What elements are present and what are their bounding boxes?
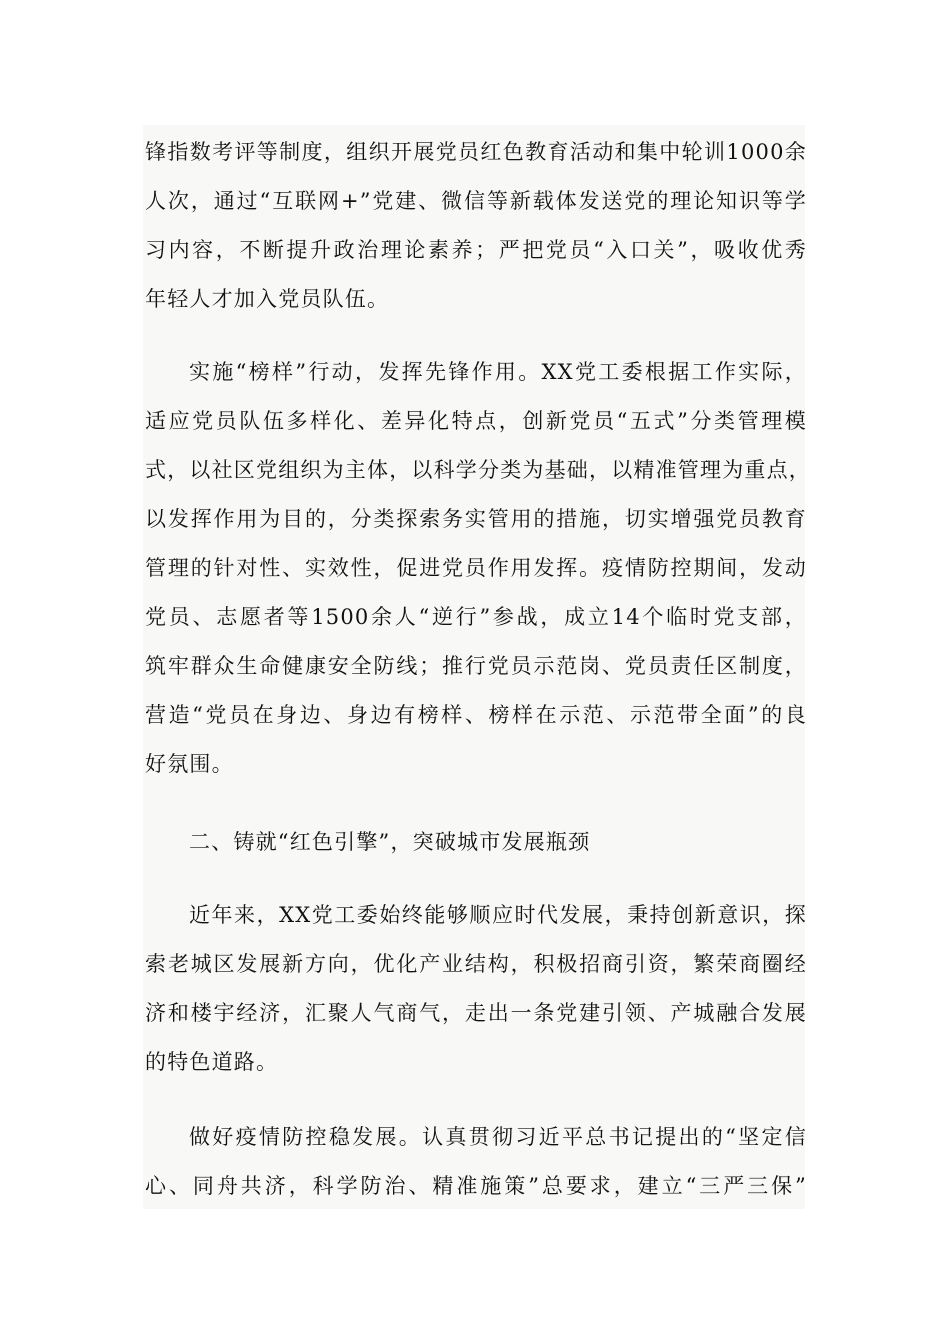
text-line: 的特色道路。 — [145, 1050, 279, 1074]
paragraph-development — [145, 891, 807, 1087]
paragraph-continuation — [145, 128, 807, 324]
text-line: 好氛围。 — [145, 752, 234, 776]
section-heading — [145, 818, 807, 867]
text-line: 党员、志愿者等1500余人“逆行”参战，成立14个临时党支部， — [145, 605, 807, 629]
text-line: 适应党员队伍多样化、差异化特点，创新党员“五式”分类管理模 — [145, 409, 807, 433]
paragraph-epidemic — [145, 1113, 807, 1211]
text-line: 济和楼宇经济，汇聚人气商气，走出一条党建引领、产城融合发展 — [145, 1001, 807, 1025]
heading-line: 二、铸就“红色引擎”，突破城市发展瓶颈 — [189, 830, 591, 854]
text-line: 实施“榜样”行动，发挥先锋作用。XX党工委根据工作实际， — [189, 360, 807, 384]
text-line: 习内容，不断提升政治理论素养；严把党员“入口关”，吸收优秀 — [145, 238, 807, 262]
paragraph-role-model — [145, 348, 811, 789]
text-line: 近年来，XX党工委始终能够顺应时代发展，秉持创新意识，探 — [189, 903, 807, 927]
text-line: 年轻人才加入党员队伍。 — [145, 287, 390, 311]
text-line: 索老城区发展新方向，优化产业结构，积极招商引资，繁荣商圈经 — [145, 952, 807, 976]
text-line: 做好疫情防控稳发展。认真贯彻习近平总书记提出的“坚定信 — [189, 1125, 807, 1149]
text-line: 锋指数考评等制度，组织开展党员红色教育活动和集中轮训1000余 — [145, 140, 807, 164]
text-line: 营造“党员在身边、身边有榜样、榜样在示范、示范带全面”的良 — [145, 703, 807, 727]
text-line: 心、同舟共济，科学防治、精准施策”总要求，建立“三严三保” — [145, 1174, 807, 1198]
text-line: 式，以社区党组织为主体，以科学分类为基础，以精准管理为重点， — [145, 458, 811, 482]
text-line: 管理的针对性、实效性，促进党员作用发挥。疫情防控期间，发动 — [145, 556, 807, 580]
text-line: 以发挥作用为目的，分类探索务实管用的措施，切实增强党员教育 — [145, 507, 807, 531]
text-line: 人次，通过“互联网+”党建、微信等新载体发送党的理论知识等学 — [145, 189, 807, 213]
text-line: 筑牢群众生命健康安全防线；推行党员示范岗、党员责任区制度， — [145, 654, 807, 678]
